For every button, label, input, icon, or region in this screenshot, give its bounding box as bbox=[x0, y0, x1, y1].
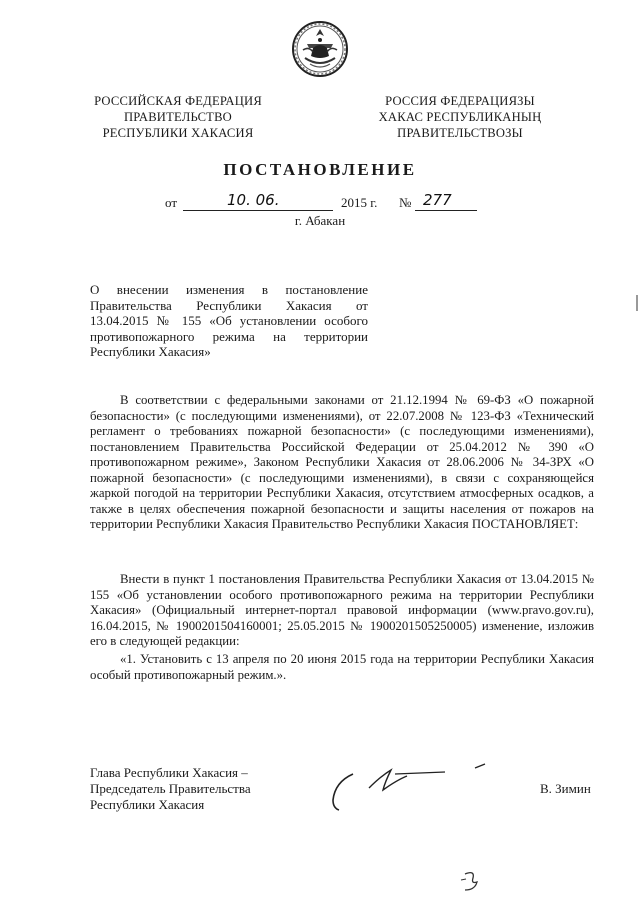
header-left-line: РОССИЙСКАЯ ФЕДЕРАЦИЯ bbox=[94, 94, 262, 108]
signatory-line: Республики Хакасия bbox=[90, 797, 205, 812]
body-paragraph-3: «1. Установить с 13 апреля по 20 июня 2015 года на территории Республики Хакасия особый противопожарный режим.». bbox=[90, 652, 594, 682]
number-underline bbox=[415, 210, 477, 211]
handwritten-signature bbox=[325, 752, 495, 822]
document-title: ПОСТАНОВЛЕНИЕ bbox=[223, 160, 417, 179]
header-right-line: ПРАВИТЕЛЬСТВОЗЫ bbox=[397, 126, 523, 140]
subject-line: противопожарного режима на территории bbox=[90, 328, 368, 344]
handwritten-mark bbox=[457, 866, 487, 896]
date-underline bbox=[183, 210, 333, 211]
margin-mark-icon bbox=[634, 295, 640, 311]
from-label: от bbox=[165, 195, 178, 210]
header-right-line: ХАКАС РЕСПУБЛИКАНЫҢ bbox=[378, 110, 542, 124]
year-text: 2015 г. bbox=[341, 195, 378, 210]
subject-line: Правительства Республики Хакасия от bbox=[90, 297, 368, 313]
date-number-line bbox=[165, 191, 485, 215]
header-right-line: РОССИЯ ФЕДЕРАЦИЯЗЫ bbox=[385, 94, 535, 108]
signatory-line: Председатель Правительства bbox=[90, 781, 251, 796]
signatory-position bbox=[90, 765, 251, 813]
signatory-line: Глава Республики Хакасия – bbox=[90, 765, 248, 780]
handwritten-date: 10. 06. bbox=[227, 191, 280, 209]
city-line: г. Абакан bbox=[294, 213, 346, 228]
subject-line: О внесении изменения в постановление bbox=[90, 282, 368, 297]
header-right-khakas bbox=[350, 93, 570, 141]
number-label: № bbox=[399, 195, 412, 210]
handwritten-number: 277 bbox=[423, 191, 452, 209]
subject-line: Республики Хакасия» bbox=[90, 344, 211, 359]
subject-line: 13.04.2015 № 155 «Об установлении особого bbox=[90, 313, 368, 328]
subject-block bbox=[90, 282, 368, 360]
body-paragraph-2: Внести в пункт 1 постановления Правительства Республики Хакасия от 13.04.2015 № 155 «Об установлении особого противопожарного режима на территории Республики Хакасия» (Официальный интернет-портал правовой информации (www.pravo.gov.ru), 16.04.2015, № 1900201504160001; 25.05.2015 № 1900201505250005) изменение, изложив его в следующей редакции: bbox=[90, 572, 594, 648]
body-paragraph-1: В соответствии с федеральными законами от 21.12.1994 № 69-ФЗ «О пожарной безопасности» (с последующими изменениями), от 22.07.2008 № 123-ФЗ «Технический регламент о требованиях пожарной безопасности» (с последующими изменениями), постановлением Правительства Российской Федерации от 25.04.2012 № 390 «О противопожарном режиме», Законом Республики Хакасия от 28.06.2006 № 34-ЗРХ «О пожарной безопасности» (с последующими изменениями), в связи с сохраняющейся жаркой погодой на территории Республики Хакасия, отсутствием атмосферных осадков, а также в целях обеспечения пожарной безопасности и защиты населения от пожаров на территории Республики Хакасия Правительство Республики Хакасия ПОСТАНОВЛЯЕТ: bbox=[90, 393, 594, 531]
signatory-name: В. Зимин bbox=[540, 781, 591, 796]
header-left-line: РЕСПУБЛИКИ ХАКАСИЯ bbox=[102, 126, 254, 140]
coat-of-arms-emblem-icon bbox=[291, 20, 349, 78]
header-left-russian bbox=[68, 93, 288, 141]
header-left-line: ПРАВИТЕЛЬСТВО bbox=[124, 110, 232, 124]
